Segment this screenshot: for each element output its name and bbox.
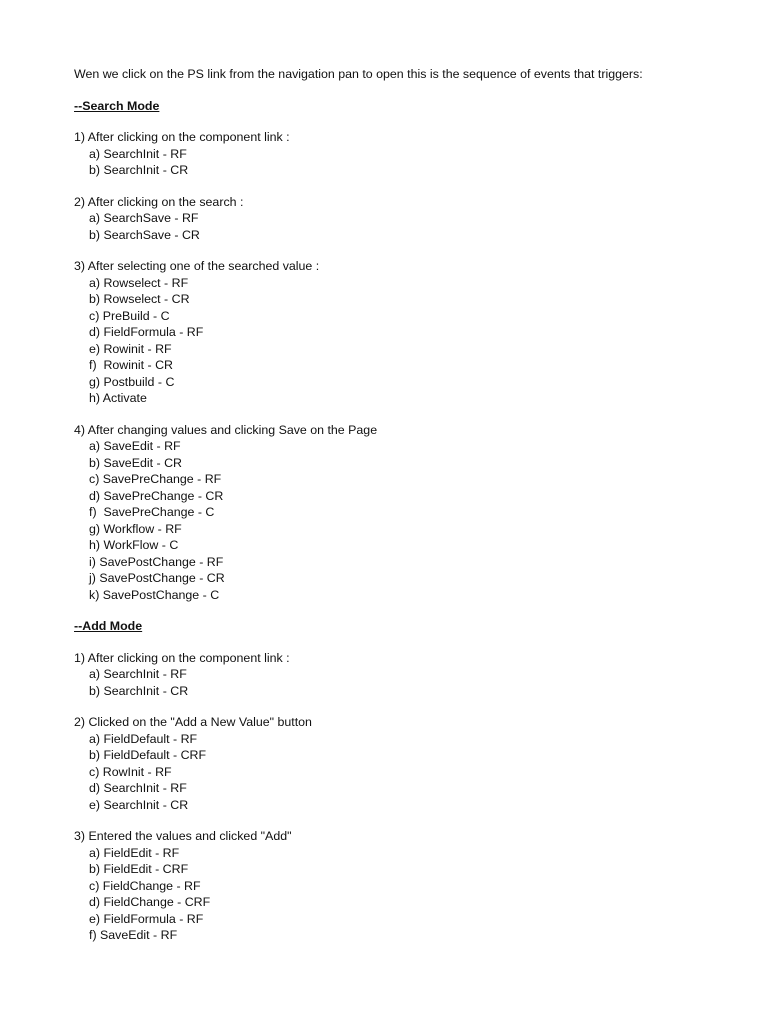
list-item: d) FieldFormula - RF: [89, 325, 204, 339]
step-title: 3) After selecting one of the searched value :: [74, 259, 320, 273]
spacer: [74, 603, 754, 618]
list-item: c) RowInit - RF: [89, 764, 172, 779]
list-item: k) SavePostChange - C: [89, 587, 220, 602]
search-step-2: [74, 194, 754, 244]
list-item: b) SaveEdit - CR: [89, 455, 182, 470]
list-item: d) SearchInit - RF: [89, 781, 187, 795]
list-item: b) SearchInit - CR: [89, 683, 189, 698]
list-item: e) SearchInit - CR: [89, 797, 189, 812]
step-title: 4) After changing values and clicking Save on the Page: [74, 422, 378, 437]
list-item: f) Rowinit - CR: [89, 358, 173, 372]
list-item: f) SaveEdit - RF: [89, 928, 178, 942]
list-item: a) SearchInit - RF: [89, 146, 187, 161]
list-item: a) SaveEdit - RF: [89, 439, 181, 453]
spacer: [74, 114, 754, 129]
spacer: [74, 407, 754, 422]
list-item: b) FieldDefault - CRF: [89, 748, 207, 762]
add-step-3: [74, 828, 754, 944]
list-item: a) SearchSave - RF: [89, 211, 199, 225]
spacer: [74, 699, 754, 714]
list-item: b) FieldEdit - CRF: [89, 862, 189, 876]
search-step-4: [74, 422, 754, 604]
add-step-1: [74, 650, 754, 700]
list-item: a) SearchInit - RF: [89, 667, 187, 681]
list-item: e) FieldFormula - RF: [89, 911, 204, 926]
list-item: c) PreBuild - C: [89, 308, 170, 323]
document-page: [74, 66, 754, 944]
search-mode-heading: --Search Mode: [74, 98, 160, 113]
step-title: 1) After clicking on the component link :: [74, 650, 290, 665]
search-step-1: [74, 129, 754, 179]
list-item: f) SavePreChange - C: [89, 505, 215, 519]
list-item: h) WorkFlow - C: [89, 538, 179, 552]
list-item: a) Rowselect - RF: [89, 275, 189, 290]
spacer: [74, 243, 754, 258]
search-step-3: [74, 258, 754, 407]
spacer: [74, 83, 754, 98]
step-title: 3) Entered the values and clicked "Add": [74, 829, 292, 843]
step-title: 1) After clicking on the component link :: [74, 130, 290, 144]
list-item: c) SavePreChange - RF: [89, 472, 222, 486]
spacer: [74, 813, 754, 828]
list-item: c) FieldChange - RF: [89, 878, 201, 893]
list-item: b) SearchInit - CR: [89, 163, 189, 177]
spacer: [74, 179, 754, 194]
list-item: a) FieldDefault - RF: [89, 731, 198, 746]
add-mode-heading: --Add Mode: [74, 619, 143, 633]
list-item: b) Rowselect - CR: [89, 292, 190, 306]
list-item: j) SavePostChange - CR: [89, 571, 225, 585]
list-item: h) Activate: [89, 391, 147, 405]
spacer: [74, 635, 754, 650]
list-item: d) FieldChange - CRF: [89, 895, 211, 909]
list-item: b) SearchSave - CR: [89, 227, 200, 242]
list-item: g) Postbuild - C: [89, 374, 175, 389]
list-item: e) Rowinit - RF: [89, 341, 172, 356]
intro-text: Wen we click on the PS link from the navigation pan to open this is the sequence of events that triggers:: [74, 67, 643, 81]
list-item: d) SavePreChange - CR: [89, 488, 224, 503]
step-title: 2) Clicked on the "Add a New Value" button: [74, 715, 312, 729]
step-title: 2) After clicking on the search :: [74, 194, 244, 209]
list-item: i) SavePostChange - RF: [89, 554, 224, 569]
list-item: a) FieldEdit - RF: [89, 845, 180, 860]
list-item: g) Workflow - RF: [89, 521, 182, 536]
add-step-2: [74, 714, 754, 813]
